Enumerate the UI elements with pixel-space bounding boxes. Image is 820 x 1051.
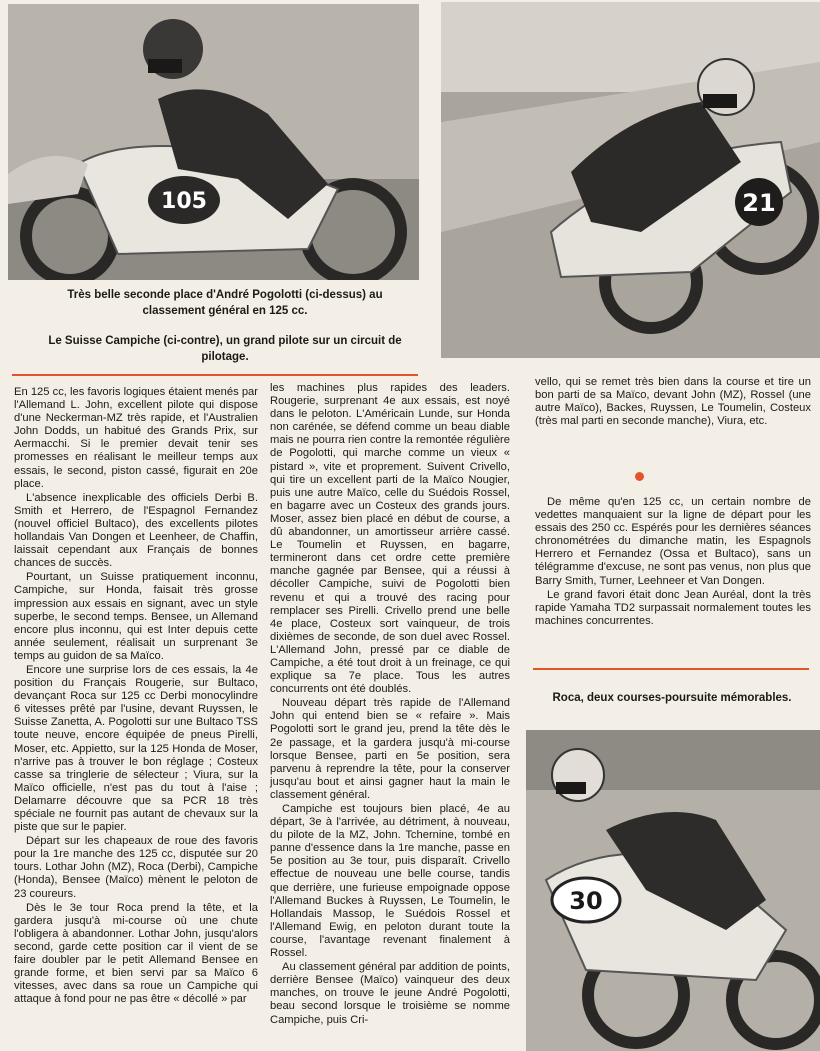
section-separator-dot bbox=[635, 472, 644, 481]
divider-rule bbox=[533, 668, 809, 670]
paragraph: vello, qui se remet très bien dans la course et tire un bon parti de sa Maïco, devant John (MZ), Rossel (une autre Maïco), Backes, Ruyssen, Le Toumelin, Costeux (très mal parti en seconde manche), Viura, etc. bbox=[535, 376, 811, 428]
photo1-race-number: 105 bbox=[161, 189, 207, 214]
paragraph: Le grand favori était donc Jean Auréal, dont la très rapide Yamaha TD2 surpassait normalement toutes les machines concurrentes. bbox=[535, 588, 811, 627]
caption-pogolotti: Très belle seconde place d'André Pogolotti (ci-dessus) au classement général en 125 cc. bbox=[67, 289, 383, 317]
photo3-race-number: 30 bbox=[569, 887, 603, 915]
paragraph: les machines plus rapides des leaders. Rougerie, surprenant 4e aux essais, est noyé dans le peloton. L'Américain Lunde, sur Honda non carénée, se défend comme un beau diable mais ne pourra rien contre la remontée régulière de Pogolotti, qui marche comme un vieux « pistard », vite et proprement. Suivent Crivello, qui tire un excellent parti de la Maïco Nougier, puis une autre Maïco, celle du Suédois Rossel, en bagarre avec un Costeux des grands jours. Moser, assez bien placé en début de course, a dû abandonner, un amortisseur arrière cassé. Le Toumelin et Ruyssen, en bagarre, termineront dans cet ordre cette première manche gagnée par Bensee, qui a réussi à décoller Campiche, suivi de Pogolotti bien revenu et qui a trouvé des racing pour remplacer ses Pirelli. Crivello prend une belle 4e place, Costeux sort vainqueur, de trois dixièmes de seconde, de son duel avec Rossel. L'Allemand John, pressé par ce diable de Campiche, a été tout droit à un freinage, ce qui explique sa 7e place. Tous les autres concurrents ont été doublés. bbox=[270, 382, 510, 696]
paragraph: De même qu'en 125 cc, un certain nombre de vedettes manquaient sur la ligne de départ pour les essais des 250 cc. Espérés pour les dernières séances chronométrées du dimanche matin, les Espagnols Herrero et Fernandez (Ossa et Bultaco), sans un télégramme d'excuse, ne sont pas venus, non plus que Barry Smith, Turner, Leehneer et Van Dongen. bbox=[535, 496, 811, 587]
article-column-1 bbox=[14, 386, 258, 1007]
paragraph: Campiche est toujours bien placé, 4e au départ, 3e à l'arrivée, au détriment, à nouveau, du pilote de la MZ, John. Tchernine, tombé en panne d'essence dans la 1re manche, passe en 5e position au 3e tour, puis disparaît. Crivello effectue de nouveau une belle course, tandis que derrière, une furieuse empoignade oppose l'Allemand Buckes à Ruyssen, Le Toumelin, le Hollandais Massop, le Suédois Rossel et l'Allemand Ewig, en peloton durant toute la course, l'avantage revenant finalement à Rossel. bbox=[270, 803, 510, 960]
caption-top bbox=[40, 287, 410, 379]
paragraph: Nouveau départ très rapide de l'Allemand John qui entend bien se « refaire ». Mais Pogolotti sort le grand jeu, prend la tête dès le 2e passage, et la gardera jusqu'à mi-course lorsque Bensee, parti en 5e position, sera parvenu à reprendre la tête, pour la conserver jusqu'au bout et ainsi gagner haut la main le classement général. bbox=[270, 697, 510, 801]
paragraph: Dès le 3e tour Roca prend la tête, et la gardera jusqu'à mi-course où une chute l'obligera à abandonner. Lothar John, jusqu'alors second, garde cette position car il vient de se faire doubler par le petit Allemand Bensee en grande forme, et bien servi par sa Maïco 6 vitesses, avec dans sa roue un Campiche qui attaque à fond pour ne pas être « décollé » par bbox=[14, 901, 258, 1006]
photo-campiche bbox=[441, 2, 820, 358]
paragraph: Départ sur les chapeaux de roue des favoris pour la 1re manche des 125 cc, disputée sur 20 tours. Lothar John (MZ), Roca (Derbi), Campiche (Honda), Bensee (Maïco) mènent le peloton de 23 coureurs. bbox=[14, 835, 258, 900]
caption-roca-block bbox=[548, 690, 796, 706]
divider-rule bbox=[12, 374, 418, 376]
paragraph: En 125 cc, les favoris logiques étaient menés par l'Allemand L. John, excellent pilote qui dispose d'une Neckerman-MZ très rapide, et l'Australien John Dodds, un habitué des Grands Prix, sur Aermacchi. Si le premier devait tenir ses promesses en réalisant le meilleur temps aux essais, le second, piston cassé, figurait en 20e place. bbox=[14, 386, 258, 490]
article-column-3-bottom bbox=[535, 496, 811, 629]
article-column-3-top bbox=[535, 376, 811, 429]
photo-roca bbox=[526, 730, 820, 1051]
paragraph: Encore une surprise lors de ces essais, la 4e position du Français Rougerie, sur Bultaco, devançant Roca sur 125 cc Derbi monocylindre 6 vitesses prêté par l'usine, devant Ruyssen, le Suisse Zanetta, A. Pogolotti sur une Bultaco TSS toute neuve, encore équipée de pneus Pirelli, Moser, etc. Appietto, sur la 125 Honda de Moser, n'arrive pas à trouver le bon réglage ; Costeux casse sa tringlerie de sélecteur ; Viura, sur la Maïco officielle, n'est pas du tout à l'aise ; Delamarre découvre que sa PCR 18 très spéciale ne fournit pas autant de chevaux sur la piste que sur le papier. bbox=[14, 663, 258, 834]
paragraph: Pourtant, un Suisse pratiquement inconnu, Campiche, sur Honda, faisait très grosse impression aux essais en signant, avec un style superbe, le second temps. Bensee, un Allemand encore plus inconnu, qui est Inter depuis cette année seulement, réalisait un surprenant 3e temps au guidon de sa Maïco. bbox=[14, 571, 258, 662]
paragraph: L'absence inexplicable des officiels Derbi B. Smith et Herrero, de l'Espagnol Fernandez (nouvel officiel Bultaco), des excellents pilotes hollandais Van Dongen et Leenheer, de Chaffin, laissait cependant aux Français de bonnes chances de succès. bbox=[14, 491, 258, 570]
caption-campiche: Le Suisse Campiche (ci-contre), un grand pilote sur un circuit de pilotage. bbox=[48, 335, 402, 363]
paragraph: Au classement général par addition de points, derrière Bensee (Maïco) vainqueur des deux manches, on trouve le jeune André Pogolotti, beau second lorsque le troisième se nomme Campiche, puis Cri- bbox=[270, 961, 510, 1026]
article-column-2 bbox=[270, 382, 510, 1028]
photo2-race-number: 21 bbox=[742, 189, 776, 217]
photo-pogolotti bbox=[8, 4, 419, 280]
caption-roca: Roca, deux courses-poursuite mémorables. bbox=[552, 692, 792, 704]
